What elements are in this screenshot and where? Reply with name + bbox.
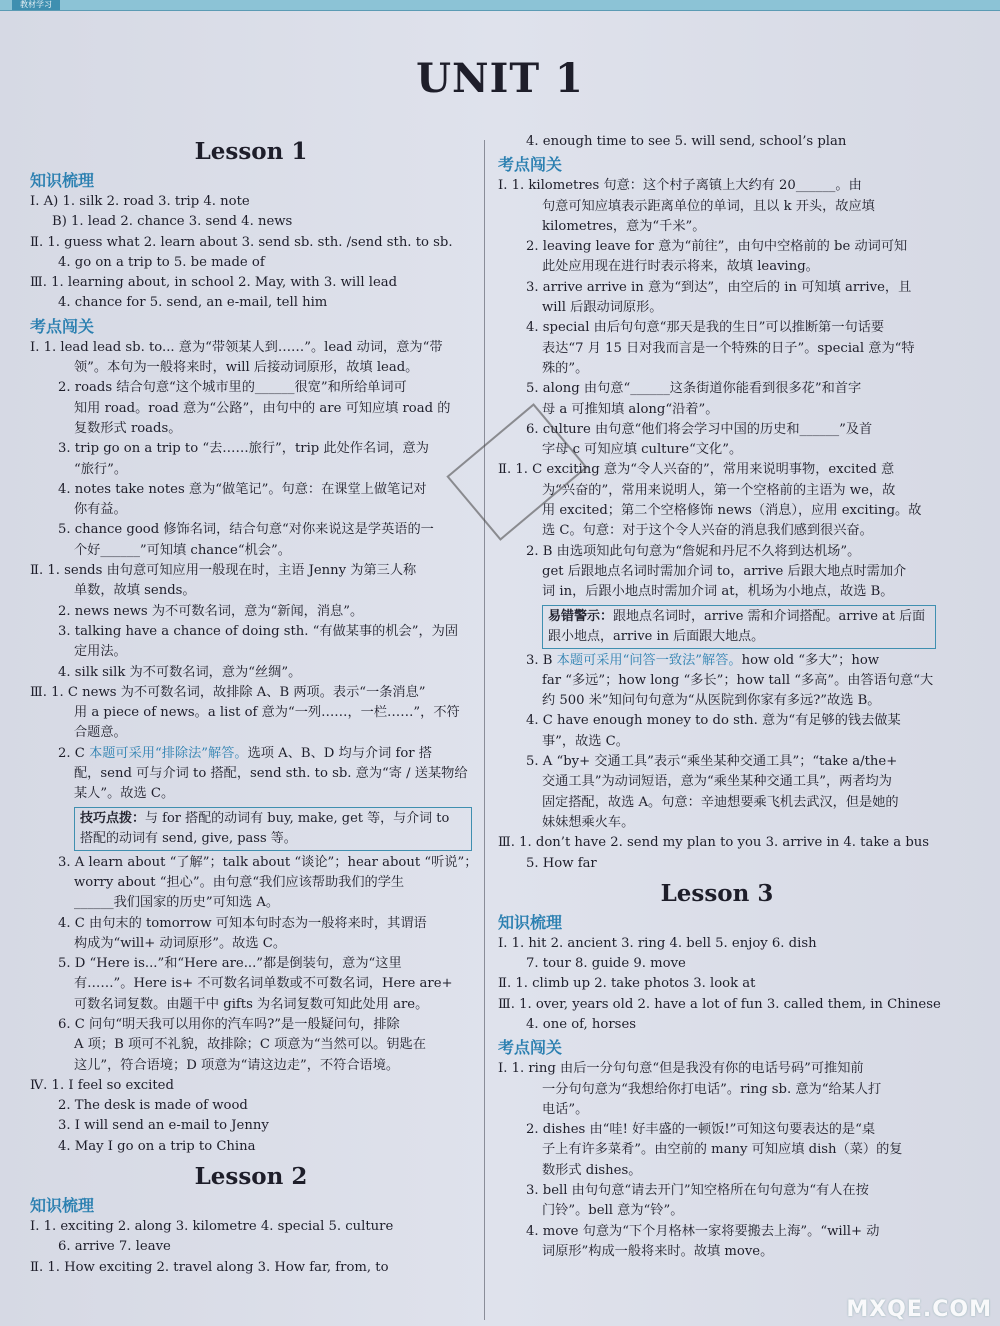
watermark: MXQE.COM — [846, 1297, 992, 1322]
answer-line: Ⅲ. 1. over, years old 2. have a lot of fun 3. called them, in Chinese — [498, 996, 941, 1012]
lesson-heading: Lesson 2 — [194, 1163, 308, 1191]
answer-line: far “多远”；how long “多长”；how tall “多高”。由答语句意“大 — [542, 672, 934, 688]
answer-line: 5. chance good 修饰名词，结合句意“对你来说这是学英语的一 — [58, 522, 434, 538]
answer-line: 数形式 dishes。 — [542, 1162, 642, 1178]
tip-text: 跟地点名词时，arrive 需和介词搭配。arrive at 后面跟小地点，arrive in 后面跟大地点。 — [548, 608, 926, 644]
answer-line: B) 1. lead 2. chance 3. send 4. news — [52, 214, 293, 230]
answer-line: 5. How far — [526, 855, 597, 871]
answer-line: 妹妹想乘火车。 — [542, 814, 635, 830]
answer-line: will 后跟动词原形。 — [542, 300, 663, 316]
answer-line: worry about “担心”。由句意“我们应该帮助我们的学生 — [74, 874, 405, 890]
answer-line: Ⅰ. 1. exciting 2. along 3. kilometre 4. special 5. culture — [30, 1219, 394, 1235]
section-heading: 考点闯关 — [498, 1038, 563, 1058]
answer-line: 3. bell 由句句意“请去开门”知空格所在句句意为“有人在按 — [526, 1183, 869, 1199]
line-part: 2. C — [58, 745, 90, 761]
answer-line: 子上有许多菜肴”。由空前的 many 可知应填 dish（菜）的复 — [542, 1142, 903, 1158]
answer-line: 此处应用现在进行时表示将来，故填 leaving。 — [542, 259, 819, 275]
answer-line: Ⅲ. 1. C news 为不可数名词，故排除 A、B 两项。表示“一条消息” — [30, 684, 426, 700]
answer-line: 4. move 句意为“下个月格林一家将要搬去上海”。“will+ 动 — [526, 1223, 880, 1239]
answer-line: 你有益。 — [74, 502, 127, 518]
tip-label: 技巧点拨： — [80, 810, 146, 826]
answer-line: Ⅱ. 1. climb up 2. take photos 3. look at — [498, 976, 756, 992]
tip-label: 易错警示： — [548, 608, 614, 624]
answer-line: 3. A learn about “了解”；talk about “谈论”；hear about “听说”； — [58, 854, 478, 870]
answer-line: 母 a 可推知填 along“沿着”。 — [542, 401, 719, 417]
unit-title: UNIT 1 — [416, 55, 584, 102]
answer-line: 复数形式 roads。 — [74, 420, 182, 436]
answer-line: 固定搭配，故选 A。句意：辛迪想要乘飞机去武汉，但是她的 — [542, 794, 899, 810]
answer-line: 6. arrive 7. leave — [58, 1239, 171, 1255]
lesson-heading: Lesson 1 — [194, 138, 308, 165]
answer-line: 5. A “by+ 交通工具”表示“乘坐某种交通工具”；“take a/the+ — [526, 754, 898, 770]
answer-line: 2. B 由选项知此句句意为“詹妮和丹尼不久将到达机场”。 — [526, 543, 861, 559]
answer-line: kilometres，意为“千米”。 — [542, 218, 706, 234]
answer-line: 交通工具”为动词短语，意为“乘坐某种交通工具”，两者均为 — [542, 774, 892, 790]
top-bar — [0, 0, 1000, 11]
answer-line: Ⅰ. 1. lead lead sb. to... 意为“带领某人到……”。lead 动词，意为“带 — [30, 339, 443, 355]
section-heading: 考点闯关 — [30, 316, 95, 336]
answer-line: Ⅰ. 1. ring 由后一分句句意“但是我没有你的电话号码”可推知前 — [498, 1061, 864, 1077]
answer-line: 用 a piece of news。a list of 意为“一列……，一栏……”，不符 — [74, 705, 460, 721]
answer-line: 5. along 由句意“______这条街道你能看到很多花”和首字 — [526, 381, 862, 397]
answer-line: 字母 c 可知应填 culture“文化”。 — [542, 442, 743, 458]
answer-line: 3. I will send an e-mail to Jenny — [58, 1118, 269, 1134]
answer-line: 用 excited；第二个空格修饰 news（消息），应用 exciting。故 — [542, 503, 922, 519]
answer-line: 个好______”可知填 chance“机会”。 — [74, 542, 291, 558]
answer-line: 约 500 米”知问句句意为“从医院到你家有多远?”故选 B。 — [542, 693, 881, 709]
answer-line: 有……”。Here is+ 不可数名词单数或不可数名词，Here are+ — [74, 976, 453, 992]
answer-line: 2. news news 为不可数名词，意为“新闻，消息”。 — [58, 603, 364, 619]
line-part: 选项 A、B、D 均与介词 for 搭 — [247, 745, 432, 761]
answer-line: 4. C 由句末的 tomorrow 可知本句时态为一般将来时，其谓语 — [58, 915, 427, 931]
answer-line: 定用法。 — [74, 644, 127, 660]
answer-line: 构成为“will+ 动词原形”。故选 C。 — [74, 935, 287, 951]
answer-line: 4. go on a trip to 5. be made of — [58, 254, 265, 270]
answer-line: 3. arrive arrive in 意为“到达”，由空后的 in 可知填 arrive，且 — [526, 279, 912, 295]
answer-line: 选 C。句意：对于这个令人兴奋的消息我们感到很兴奋。 — [542, 523, 873, 539]
answer-line: 4. chance for 5. send, an e-mail, tell him — [58, 295, 328, 311]
answer-line: 词原形”构成一般将来时。故填 move。 — [542, 1243, 774, 1259]
left-column — [30, 132, 478, 1278]
answer-line: 4. one of, horses — [526, 1016, 637, 1032]
answer-line: 词 in，后跟小地点时需加介词 at，机场为小地点，故选 B。 — [542, 584, 894, 600]
answer-line — [498, 651, 936, 671]
line-part: 3. B — [526, 652, 557, 668]
answer-line: 4. notes take notes 意为“做笔记”。句意：在课堂上做笔记对 — [58, 481, 427, 497]
answer-line: 事”，故选 C。 — [542, 733, 629, 749]
answer-line: Ⅰ. 1. hit 2. ancient 3. ring 4. bell 5. enjoy 6. dish — [498, 935, 817, 951]
right-column — [498, 132, 941, 1262]
answer-line: 殊的”。 — [542, 360, 589, 376]
answer-line: 门铃”。bell 意为“铃”。 — [542, 1203, 684, 1219]
answer-line: Ⅲ. 1. don’t have 2. send my plan to you 3. arrive in 4. take a bus — [498, 835, 930, 851]
tip-text: 与 for 搭配的动词有 buy, make, get 等，与介词 to 搭配的动词有 send, give, pass 等。 — [80, 810, 450, 846]
answer-line: Ⅳ. 1. I feel so excited — [30, 1077, 174, 1093]
answer-line: 4. silk silk 为不可数名词，意为“丝绸”。 — [58, 664, 302, 680]
answer-line: Ⅰ. 1. kilometres 句意：这个村子离镇上大约有 20______。由 — [498, 178, 862, 194]
answer-line: 一分句句意为“我想给你打电话”。ring sb. 意为“给某人打 — [542, 1081, 882, 1097]
answer-line: Ⅱ. 1. How exciting 2. travel along 3. How far, from, to — [30, 1259, 389, 1275]
line-part: how old “多大”；how — [741, 652, 880, 668]
answer-line: 为“兴奋的”，常用来说明人，第一个空格前的主语为 we，故 — [542, 482, 896, 498]
answer-line: Ⅲ. 1. learning about, in school 2. May, with 3. will lead — [30, 275, 398, 291]
answer-line: 句意可知应填表示距离单位的单词，且以 k 开头，故应填 — [542, 198, 875, 214]
answer-line: 2. roads 结合句意“这个城市里的______很宽”和所给单词可 — [58, 380, 407, 396]
answer-line: 7. tour 8. guide 9. move — [526, 956, 686, 972]
answer-line: 3. talking have a chance of doing sth. “有做某事的机会”，为固 — [58, 623, 459, 639]
answer-line: 某人”。故选 C。 — [74, 786, 175, 802]
answer-line: ______我们国家的历史”可知选 A。 — [74, 895, 280, 911]
answer-line: 配，send 可与介词 to 搭配，send sth. to sb. 意为“寄 / 送某物给 — [74, 766, 468, 782]
answer-line: 合题意。 — [74, 725, 127, 741]
answer-line: 5. D “Here is...”和“Here are...”都是倒装句，意为“这里 — [58, 956, 402, 972]
section-heading: 考点闯关 — [498, 155, 563, 175]
answer-line: 3. trip go on a trip to “去……旅行”，trip 此处作名词，意为 — [58, 441, 429, 457]
answer-line: 6. C 问句“明天我可以用你的汽车吗?”是一般疑问句，排除 — [58, 1016, 400, 1032]
answer-line: “旅行”。 — [74, 461, 128, 477]
answer-line: Ⅰ. A) 1. silk 2. road 3. trip 4. note — [30, 194, 250, 209]
answer-line: 4. enough time to see 5. will send, school’s plan — [526, 134, 847, 149]
answer-line: 2. leaving leave for 意为“前往”，由句中空格前的 be 动词可知 — [526, 239, 908, 255]
answer-line: 4. May I go on a trip to China — [58, 1138, 256, 1154]
column-divider — [484, 140, 485, 1320]
answer-line: 单数，故填 sends。 — [74, 583, 196, 599]
answer-line: A 项；B 项可不礼貌，故排除；C 项意为“当然可以。钥匙在 — [74, 1037, 426, 1053]
answer-line: get 后跟地点名词时需加介词 to，arrive 后跟大地点时需加介 — [542, 563, 907, 579]
method-hint: 本题可采用“排除法”解答。 — [89, 745, 248, 761]
section-heading: 知识梳理 — [30, 171, 95, 190]
header-tag: 教材学习 — [12, 0, 60, 10]
answer-line: 可数名词复数。由题干中 gifts 为名词复数可知此处用 are。 — [74, 996, 429, 1012]
answer-line: 6. culture 由句意“他们将会学习中国的历史和______”及首 — [526, 421, 873, 437]
answer-line: 知用 road。road 意为“公路”，由句中的 are 可知应填 road 的 — [74, 400, 451, 416]
section-heading: 知识梳理 — [498, 912, 563, 932]
answer-line: 领”。本句为一般将来时，will 后接动词原形，故填 lead。 — [74, 360, 419, 376]
answer-line: Ⅱ. 1. C exciting 意为“令人兴奋的”，常用来说明事物，excited 意 — [498, 462, 895, 478]
answer-line — [30, 744, 472, 764]
answer-line: 这儿”，符合语境；D 项意为“请这边走”，不符合语境。 — [74, 1057, 400, 1073]
answer-line: 表达“7 月 15 日对我而言是一个特殊的日子”。special 意为“特 — [542, 340, 915, 356]
answer-line: 2. The desk is made of wood — [58, 1098, 248, 1114]
answer-line: 4. C have enough money to do sth. 意为“有足够的钱去做某 — [526, 713, 901, 729]
method-hint: 本题可采用“问答一致法”解答。 — [556, 652, 742, 668]
answer-line: Ⅱ. 1. guess what 2. learn about 3. send sb. sth. /send sth. to sb. — [30, 234, 453, 250]
answer-line: Ⅱ. 1. sends 由句意可知应用一般现在时，主语 Jenny 为第三人称 — [30, 563, 417, 579]
tip-box — [542, 605, 936, 649]
answer-line: 2. dishes 由“哇! 好丰盛的一顿饭!”可知这句要表达的是“桌 — [526, 1122, 876, 1138]
section-heading: 知识梳理 — [30, 1196, 95, 1216]
answer-line: 4. special 由后句句意“那天是我的生日”可以推断第一句话要 — [526, 320, 885, 336]
answer-line: 电话”。 — [542, 1101, 589, 1117]
lesson-heading: Lesson 3 — [660, 879, 774, 907]
tip-box — [74, 807, 472, 851]
